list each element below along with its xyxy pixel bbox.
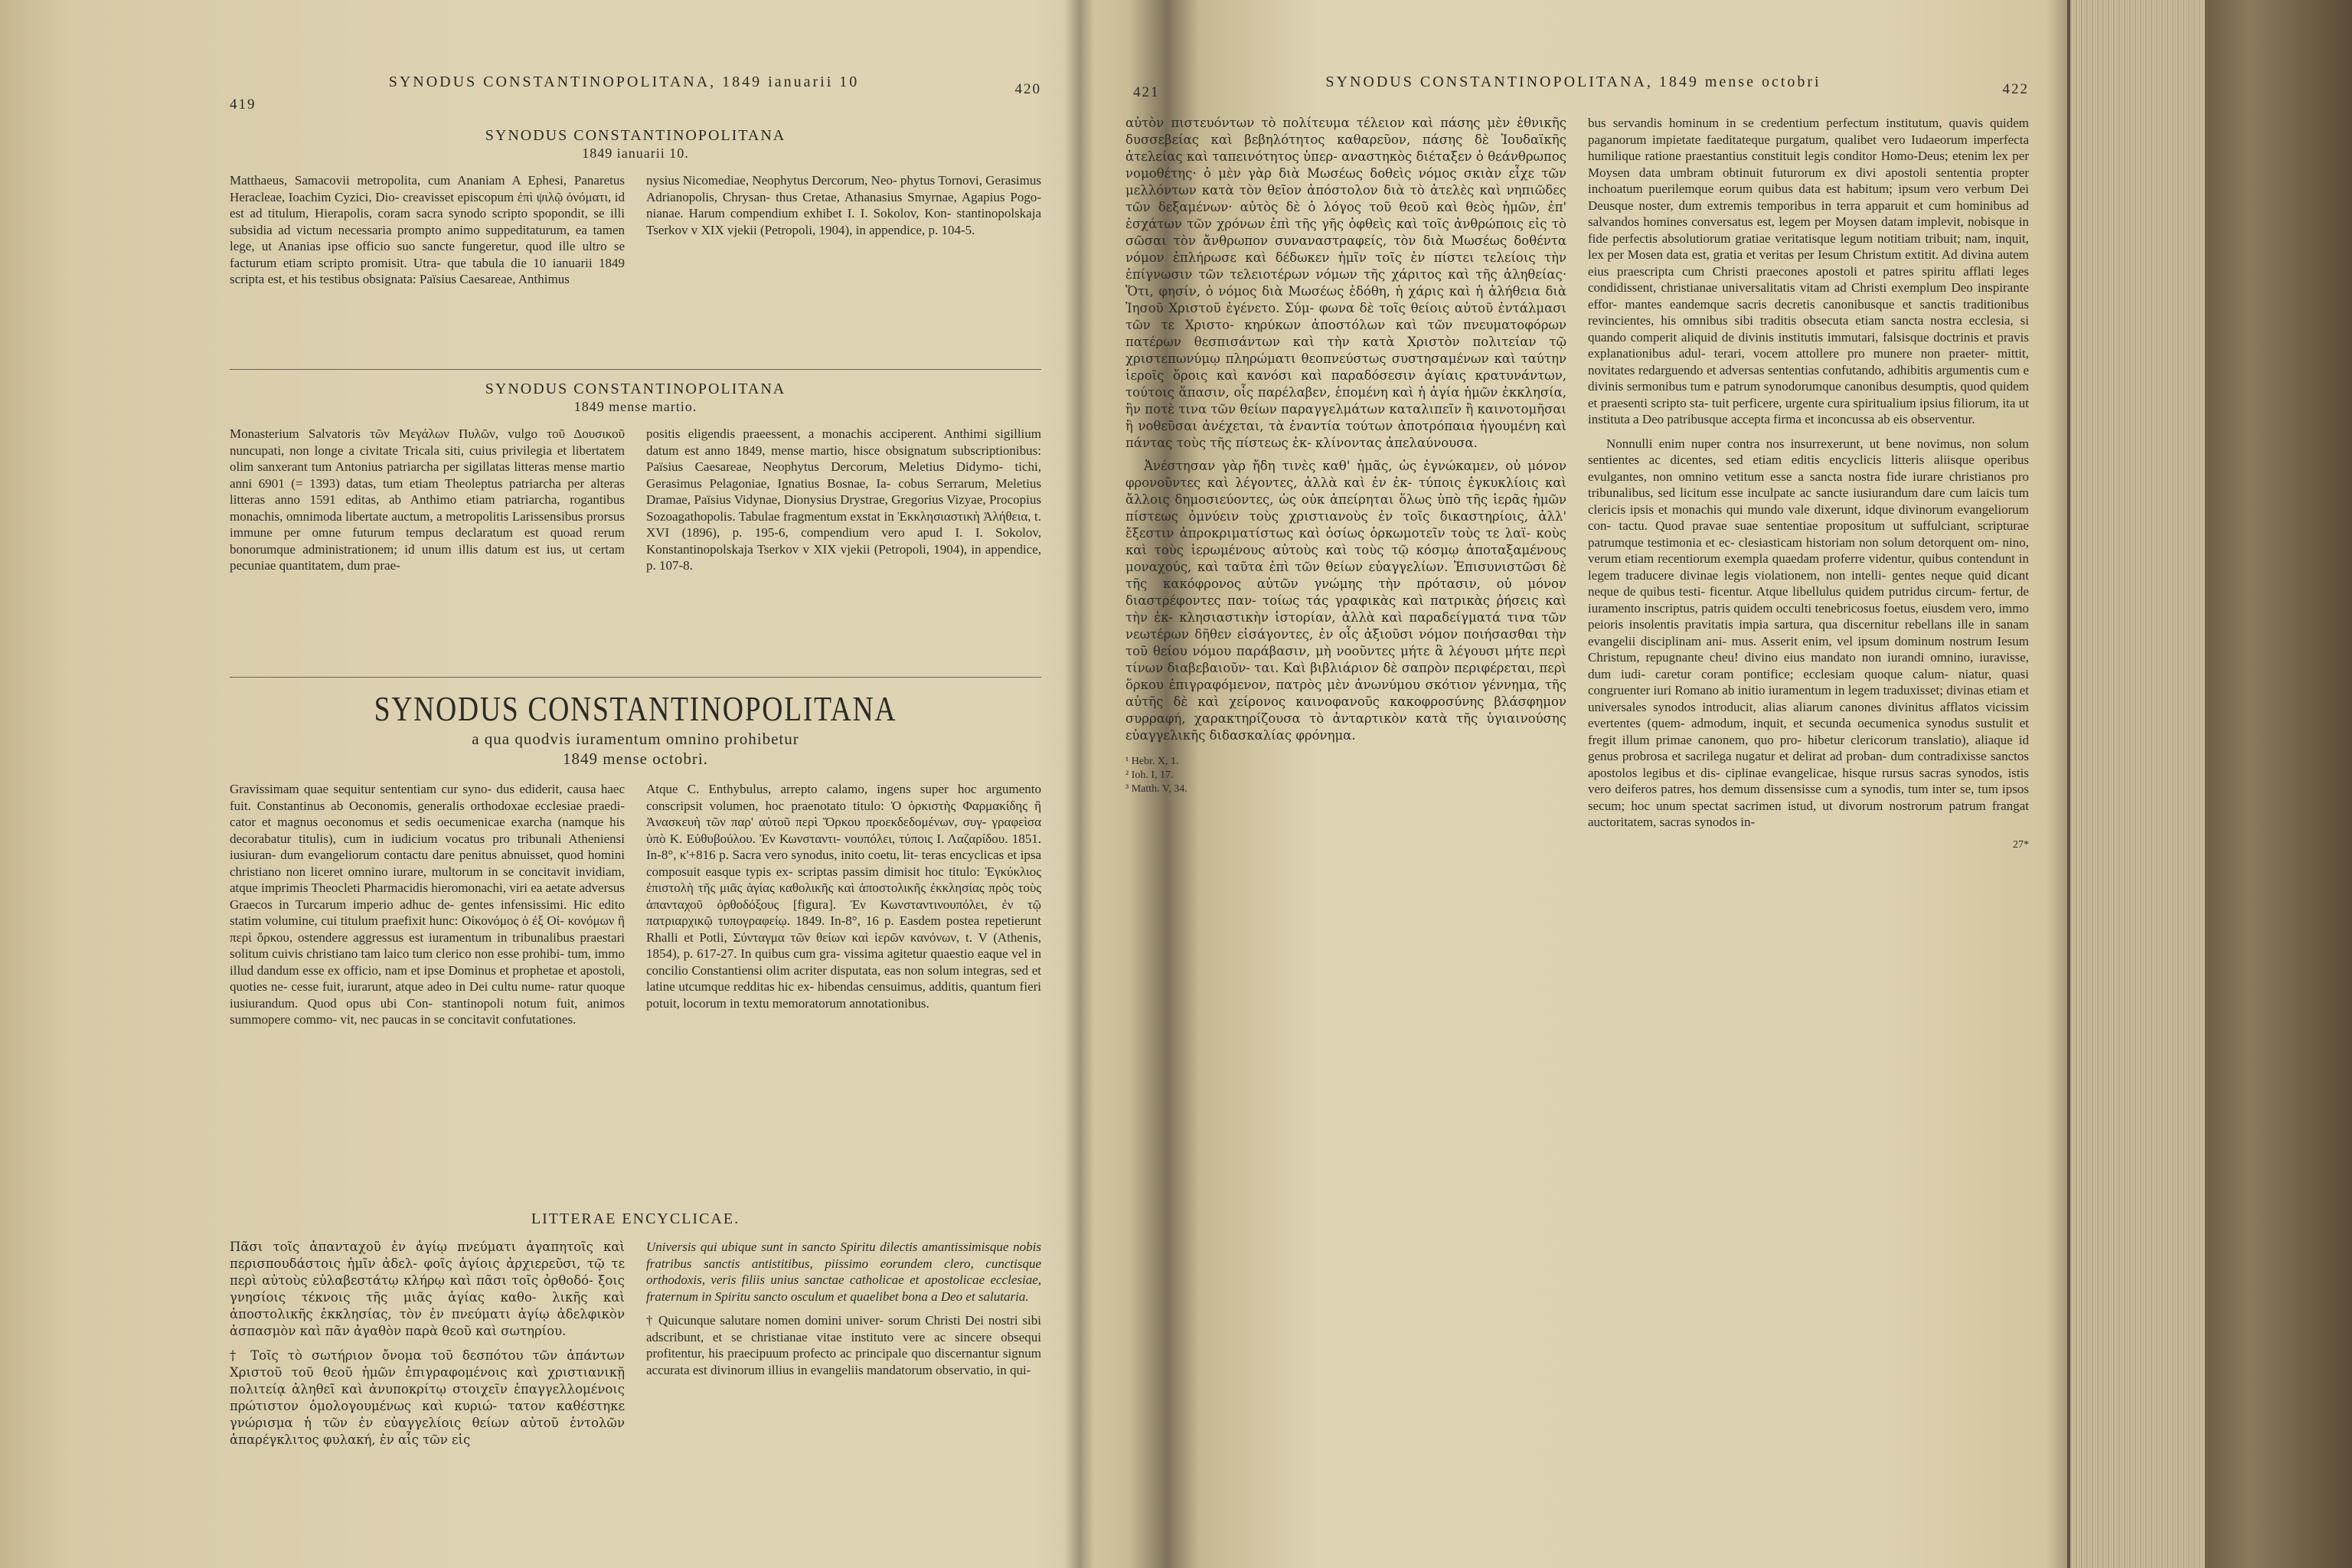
greek-column xyxy=(1125,115,1566,853)
text-column: Gravissimam quae sequitur sententiam cur syno- dus ediderit, causa haec fuit. Constantinus ab Oeconomis, generalis orthodoxae ecclesiae praedi- cator et magnus oeconomus et sedis oecumenicae exarcha (namque his decorabatur titulis), cum in iudicium vocatus pro tribunali Atheniensi iusiuran- dum evangeliorum contactu dare penitus abnuisset, quod homini christiano non liceret omnino iurare, multorum in se concitavit invidiam, atque imprimis Theocleti Pharmacidis hieromonachi, viri ea aetate adversus Graecos in Turcarum imperio adhuc de- gentes infensissimi. Hic edito statim volumine, cui titulum praefixit hunc: Οἰκονόμος ὁ ἐξ Οἰ- κονόμων ἢ περὶ ὅρκου, ostendere aggressus est iuramentum in tribunalibus praestari solitum cuivis christiano tam laico tum clerico non esse prohibi- tum, immo illud dandum esse ex officio, nam et ipse Dominus et prophetae et apostoli, quoties ne- cesse fuit, iurarunt, atque adeo in Dei cultu nume- ratur quoque iusiurandum. Quod opus ubi Con- stantinopoli notum fuit, animos summopere commo- vit, nec paucas in se concitavit confutationes. xyxy=(230,782,625,1027)
footnote: ³ Matth. V, 34. xyxy=(1125,783,1187,795)
section-date: 1849 mense octobri. xyxy=(563,750,708,768)
greek-paragraph: † Τοῖς τὸ σωτήριον ὄνομα τοῦ δεσπότου τῶν ἁπάντων Χριστοῦ τοῦ θεοῦ ἡμῶν ἐπιγραφομένοις καὶ χριστιανικῇ πολιτείᾳ ἀληθεῖ καὶ ἀνυποκρίτῳ στοιχεῖν ἐπαγγελλομένοις πρώτιστον ὁμολογουμένως καὶ κυριώ- τατον καθέστηκε γνώρισμα ἡ τῶν ἐν εὐαγγελίοις θείων αὐτοῦ ἐντολῶν ἀπαρέγκλιτος φυλακή, ἐν αἷς τῶν εἰς xyxy=(230,1348,625,1447)
latin-column xyxy=(646,1239,1041,1449)
section-title: SYNODUS CONSTANTINOPOLITANA xyxy=(485,127,786,144)
page-number: 420 xyxy=(1014,81,1041,97)
text-column: Monasterium Salvatoris τῶν Μεγάλων Πυλῶν, vulgo τοῦ Δουσικοῦ nuncupati, non longe a civitate Tricala siti, cuius privilegia et libertatem olim sanxerant tum Antonius patriarcha per sigillatas litteras mense martio anni 6901 (= 1393) datas, tum etiam Theoleptus patriarcha per alteras litteras anno 1591 editas, ab Anthimo etiam patriarcha, rogantibus monachis, omnimoda libertate auctum, a metropolitis Larissensibus prorsus immune per omne futurum tempus declaratum est quoad rerum bonorumque administrationem; id unum illis datum est ius, ut certam pecuniae quantitatem, dum prae- xyxy=(230,426,625,573)
right-page xyxy=(1095,0,2052,1568)
latin-column xyxy=(1588,115,2029,853)
main-title: SYNODUS CONSTANTINOPOLITANA xyxy=(374,689,897,728)
encyclical-continued xyxy=(1125,115,2029,853)
section-title: LITTERAE ENCYCLICAE. xyxy=(531,1210,740,1227)
running-title: SYNODUS CONSTANTINOPOLITANA, 1849 ianuarii 10 xyxy=(388,74,860,90)
text-column: positis eligendis praeessent, a monachis acciperent. Anthimi sigillium datum est anno 1849, mense martio, hisce obsignatum subscriptionibus: Païsius Caesareae, Neophytus Dercorum, Meletius Didymo- tichi, Gerasimus Pelagoniae, Ignatius Bosnae, Ia- cobus Serrarum, Meletius Dramae, Païsius Vidynae, Dionysius Drystrae, Gregorius Vizyae, Procopius Sozoagathopolis. Tabulae fragmentum exstat in Ἐκκλησιαστικὴ Ἀλήθεια, t. XVI (1896), p. 195-6, compendium vero apud I. I. Sokolov, Konstantinopolskaja Tserkov v XIX vjekii (Petropoli, 1904), in appendice, p. 107-8. xyxy=(646,426,1041,573)
page-number: 421 xyxy=(1133,84,1160,100)
footnote: ² Ioh. I, 17. xyxy=(1125,769,1174,781)
page-number: 422 xyxy=(2002,81,2029,97)
left-page xyxy=(191,0,1057,1568)
greek-paragraph: Ἀνέστησαν γὰρ ἤδη τινὲς καθ' ἡμᾶς, ὡς ἐγνώκαμεν, οὐ μόνον φρονοῦντες καὶ λέγοντες, ἀλλὰ καὶ ἐν ἐκ- τύποις ἐγκυκλίοις καὶ ἄλλοις δημοσιεύοντες, ὡς οὐκ ἀπείρηται ὅλως ὑπὸ τῆς ἱερᾶς ἡμῶν πίστεως ὀμνύειν τοὺς χριστιανοὺς ἐν τοῖς δικαστηρίοις, ἀλλ' ἔξεστιν ἀπροκριματίστως καὶ ὁσίως ὁρκωμοτεῖν τοὺς τε λαϊ- κοὺς καὶ τοὺς ἱερωμένους αὐτοὺς καὶ τοὺς τῷ κόσμῳ ἀποταξαμένους μοναχούς, καὶ ταῦτα ἐπὶ τῶν θείων εὐαγγελίων. Ἐπισυνιστῶσι δὲ τῆς κακόφρονος αὐτῶν γνώμης τὴν πρότασιν, οὐ μόνον διαστρέφοντες παν- τοίως τάς γραφικὰς καὶ πατρικὰς ῥήσεις καὶ τὴν ἐκ- κλησιαστικὴν ἱστορίαν, ἀλλὰ καὶ παραδείγματά τινα τῶν νεωτέρων δῆθεν εἰσάγοντες, ἐν οἷς ἀξιοῦσι νόμον ποιήσασθαι τὴν τοῦ θείου νόμου παράβασιν, μὴ νοοῦντες μήτε ἃ λέγουσι μήτε περὶ τίνων διαβεβαιοῦν- ται. Καὶ βιβλιάριον δὲ σαπρὸν περιφέρεται, περὶ ὅρκου ἐπιγραφόμενον, πατρὸς μὲν ἀνωνύμου σκότιον γέννημα, τῆς αὐτῆς δὲ καὶ χείρονος καινοφανοῦς κακοφροσύνης βλάσφημον συρραφή, χαρακτηρίζουσα τὸ ἀνταρτικὸν κατὰ τῆς ὑγιαινούσης εὐαγγελικῆς διδασκαλίας φρόνημα. xyxy=(1125,459,1566,743)
section-subtitle: a qua quodvis iuramentum omnino prohibetur xyxy=(472,730,799,748)
running-head xyxy=(1095,74,2052,104)
latin-salutation: Universis qui ubique sunt in sancto Spiritu dilectis amantissimisque nobis fratribus sanctis antistitibus, piissimo eorundem clero, cunctisque orthodoxis, veris filiis unius sanctae catholicae et apostolicae ecclesiae, fraternum in Spiritu sancto osculum et quaelibet bona a Deo et salutaria. xyxy=(646,1240,1041,1304)
greek-salutation: Πᾶσι τοῖς ἁπανταχοῦ ἐν ἁγίῳ πνεύματι ἀγαπητοῖς καὶ περισπουδάστοις ἡμῖν ἀδελ- φοῖς ἁγίοις ἀρχιερεῦσι, τῷ τε περὶ αὐτοὺς εὐλαβεστάτῳ κλήρῳ καὶ πᾶσι τοῖς ὀρθοδό- ξοις γνησίοις τέκνοις τῆς μιᾶς ἁγίας καθο- λικῆς καὶ ἀποστολικῆς ἐκκλησίας, τὸν ἐν πνεύματι ἁγίῳ ἀδελφικὸν ἀσπασμὸν καὶ πᾶν ἀγαθὸν παρὰ θεοῦ καὶ σωτηρίου. xyxy=(230,1240,625,1338)
latin-paragraph: bus servandis hominum in se credentium perfectum institutum, quavis quidem paganorum impietate faeditateque purgatum, qualibet vero Iudaeorum imperfecta humilique ratione praestantius constituit legis conditor Homo-Deus; etenim lex per Moysen data umbram obtinuit futurorum ex divi apostoli sententia propter inchoatum puerilemque eorum quibus data est habitum; ipsum vero verbum Dei Deusque noster, dum extremis temporibus in terra apparuit et cum hominibus ad salvandos homines conversatus est, legem per Moysen datam implevit, nobisque in fide perfectis absolutiorum gratiae veritatisque legum notitiam tribuit; nam, inquit, lex per Mosen data est, gratia et veritas per Iesum Christum extitit. Ad divina autem eius praescripta cum Christi praecones apostoli et patres spiritu afflati leges condidissent, christianae universalitatis vitam ad Christi exemplum Deo inspirante effor- mantes eandemque sacris decretis canonibusque et sanctis traditionibus revincientes, his omnibus sibi traditis obsecuta etiam sancta nostra ecclesia, si quando comperit aliquid de divinis institutis immutari, falsisque doctrinis et pravis explanationibus adul- terari, vocem attollere pro munere non praeter- mittit, novitates redarguendo et adversas sententias confutando, adhibitis argumentis cum e divinis sermonibus tum e patrum synodorumque canonibus desumptis, quod quidem et praesenti scripto sta- tuit perficere, urgente cura spiritualium ipsius filiorum, ita ut instituta a Deo patribusque accepta firma et inconcussa ab eis observentur. xyxy=(1588,116,2029,426)
footnotes xyxy=(1125,755,1566,796)
section-title: SYNODUS CONSTANTINOPOLITANA xyxy=(485,381,786,397)
gutter-shadow xyxy=(1064,0,1095,1568)
running-head xyxy=(191,74,1057,113)
section-date: 1849 mense martio. xyxy=(573,399,697,414)
greek-column xyxy=(230,1239,625,1449)
greek-paragraph: αὐτὸν πιστευόντων τὸ πολίτευμα τέλειον καὶ πάσης μὲν ἐθνικῆς δυσσεβείας καὶ βεβηλότητος καθαρεῦον, πάσης δὲ Ἰουδαϊκῆς ἀτελείας καὶ ταπεινότητος ὑπερ- αναστηκὸς διέταξεν ὁ θεάνθρωπος νομοθέτης· ὁ μὲν γὰρ διὰ Μωσέως δοθεὶς νόμος σκιὰν εἶχε τῶν μελλόντων κατὰ τὸν θεῖον ἀπόστολον διὰ τὸ ἀτελὲς καὶ νηπιῶδες τῶν δεξαμένων· αὐτὸς δὲ ὁ λόγος τοῦ θεοῦ καὶ θεὸς ἡμῶν, ἐπ' ἐσχάτων τῶν χρόνων ἐπὶ τῆς γῆς ὀφθεὶς καὶ τοῖς ἀνθρώποις εἰς τὸ σῶσαι τὸν ἄνθρωπον συναναστραφείς, τὸν διὰ Μωσέως δοθέντα νόμον ἐπλήρωσε καὶ δέδωκεν ἡμῖν τοῖς ἐν πίστει τελείοις τὴν ἐπίγνωσιν τῶν τελειοτέρων νόμων τῆς χάριτος καὶ τῆς ἀληθείας· Ὅτι, φησίν, ὁ νόμος διὰ Μωσέως ἐδόθη, ἡ χάρις καὶ ἡ ἀλήθεια διὰ Ἰησοῦ Χριστοῦ ἐγένετο. Σύμ- φωνα δὲ τοῖς θείοις αὐτοῦ ἐντάλμασι τῶν τε Χριστο- κηρύκων ἀποστόλων καὶ τῶν πνευματοφόρων πατέρων θεσπισάντων καὶ τὴν κατὰ Χριστὸν πολιτείαν τῷ χριστεπωνύμῳ πληρώματι θεοπνεύστως συστησαμένων καὶ ταύτην ἱεροῖς ὅροις καὶ κανόσι καὶ παραδόσεσιν ἁγίαις κρατυνάντων, τούτοις ἅπασιν, οἷς παρέλαβεν, ἑπομένη καὶ ἡ ἁγία ἡμῶν ἐκκλησία, ἣν ποτὲ τινα τῶν θείων παραγγελμάτων καταλιπεῖν ἢ καινοτομῆσαι ἢ νοθεῦσαι ἀνέχεται, τὰ ἐναντία τούτων ἀποτρόπαια ἡγουμένη καὶ πάντας τοὺς τῆς πίστεως ἐκ- κλίνοντας ἀπελαύνουσα. xyxy=(1125,116,1566,450)
latin-paragraph: Nonnulli enim nuper contra nos insurrexerunt, ut bene novimus, non solum sentientes ac dicentes, sed etiam editis encyclicis litteris aliisque operibus evulgantes, non omnino vetitum esse a sancta nostra fide iurare christianos pro tribunalibus, sed licitum esse inculpate ac sancte iusiurandum dare cum laicis tum clericis ipsis et monachis qui mundo vale dixerunt, idque divinorum evangeliorum con- tactu. Quod pravae suae sententiae propositum ut suffulciant, scripturae patrumque testimonia et ec- clesiasticam historiam non solum detorquent om- nino, verum etiam recentiorum exempla quaedam proferre videntur, quibus contendunt in legem traducere divinae legis violationem, non intelli- gentes neque quid dicant neque de quibus testi- ficentur. Atque libellulus quidem putridus circum- fertur, de iuramento inscriptus, patris quidem occulti tenebricosus foetus, eiusdem vero, immo peioris insolentis pravitatis impia sartura, qua discernitur rebellans ille in sanam evangelii disciplinam ani- mus. Asserit enim, vel ipsum dominum nostrum Iesum Christum, repugnante cheu! divino eius mandato non iurandi omnino, iuravisse, dum iudi- caretur coram pontifice; ecclesiam quoque calum- niatur, quasi congruenter iuri Romano ab initio iuramentum in legem traduxisset; divinas etiam et universales synodos introducit, alias aliarum canones divinitus afflatos vicissim evertentes (quem- admodum, inquit, et secunda oecumenica synodus sustulit et fregit illum primae canonem, quo pro- hibetur clericorum translatio), aliaque id genus probrosa et sacrilega nugatur et delirat ad proban- dum contradixisse sanctos apostolos legibus et dis- ciplinae evangelicae, hisque rursus sacras synodos, istis vero deiferos patres, hos demum dissensisse cum a synodis, tum inter se, tum ipsos secum; hoc unum spectat sacrimen istud, ut divorum nostrorum patrum frangat auctoritatem, sacras synodos in- xyxy=(1588,436,2029,829)
section-date: 1849 ianuarii 10. xyxy=(582,145,689,161)
running-title: SYNODUS CONSTANTINOPOLITANA, 1849 mense octobri xyxy=(1325,74,1821,90)
latin-paragraph: † Quicunque salutare nomen domini univer- sorum Christi Dei nostri sibi adscribunt, et se christianae vitae instituto vere ac sincere obsequi profitentur, his praecipuum profecto ac principale quo discernantur signum accurata est divinorum illius in evangeliis mandatorum observatio, in qui- xyxy=(646,1313,1041,1377)
text-column: nysius Nicomediae, Neophytus Dercorum, Neo- phytus Tornovi, Gerasimus Adrianopolis, Chrysan- thus Cretae, Athanasius Smyrnae, Agapius Pogo- nianae. Harum compendium exhibet I. I. Sokolov, Kon- stantinopolskaja Tserkov v XIX vjekii (Petropoli, 1904), in appendice, p. 104-5. xyxy=(646,173,1041,237)
encyclical-section xyxy=(230,1210,1041,1449)
text-column: Atque C. Enthybulus, arrepto calamo, ingens super hoc argumento conscripsit volumen, hoc praenotato titulo: Ὁ ὁρκιστὴς Φαρμακίδης ἢ Ἀνασκευὴ τῶν παρ' αὐτοῦ περὶ Ὅρκου προεκδεδομένων, συγ- γραφεὶσα ὑπὸ Κ. Εὐθυβούλου. Ἐν Κωνσταντι- νουπόλει, τύποις Ι. Λαζαρίδου. 1851. In-8°, κ'+816 p. Sacra vero synodus, inito coetu, lit- teras encyclicas et ipsa composuit easque typis ex- scriptas passim dimisit hoc titulo: Ἐγκύκλιος ἐπιστολὴ τῆς μιᾶς ἁγίας καθολικῆς καὶ ἀποστολικῆς ἐκκλησίας πρὸς τοὺς ἁπανταχοῦ ὀρθοδόξους [figura]. Ἐν Κωνσταντινουπόλει, ἐν τῷ πατριαρχικῷ τυπογραφείῳ. 1849. In-8°, 16 p. Easdem postea repetierunt Rhalli et Potli, Σύνταγμα τῶν θείων καὶ ἱερῶν κανόνων, t. V (Athenis, 1854), p. 617-27. In quibus cum gra- vissima agitetur quaestio eaque vel in concilio Constantiensi olim acriter disputata, eas non solum integras, sed et latine utcumque redditas hic ex- hibendas censuimus, additis, quantum fieri potuit, locorum in textu memoratorum annotationibus. xyxy=(646,782,1041,1011)
synod-section-1 xyxy=(230,126,1041,288)
footnote: ¹ Hebr. X, 1. xyxy=(1125,756,1179,767)
text-column: Matthaeus, Samacovii metropolita, cum Ananiam A Ephesi, Panaretus Heracleae, Ioachim Cyzici, Dio- creavisset episcopum ἐπὶ ψιλῷ ὀνόματι, id est ad titulum, Hierapolis, coram sacra synodo scripto spopondit, se illi subsidia ad victum necessaria prompto animo suppeditaturum, ea tamen lege, ut Ananias ipse officio suo sancte fungeretur, quod ille ultro se facturum etiam scripto promisit. Utra- que tabula die 10 ianuarii 1849 scripta est, et his testibus obsignata: Païsius Caesareae, Anthimus xyxy=(230,173,625,286)
book-cover-edge xyxy=(2205,0,2352,1568)
divider xyxy=(230,369,1041,370)
signature-mark: 27* xyxy=(2013,838,2029,851)
page-number: 419 xyxy=(230,96,256,113)
synod-section-3 xyxy=(230,689,1041,1028)
divider xyxy=(230,677,1041,678)
synod-section-2 xyxy=(230,380,1041,574)
